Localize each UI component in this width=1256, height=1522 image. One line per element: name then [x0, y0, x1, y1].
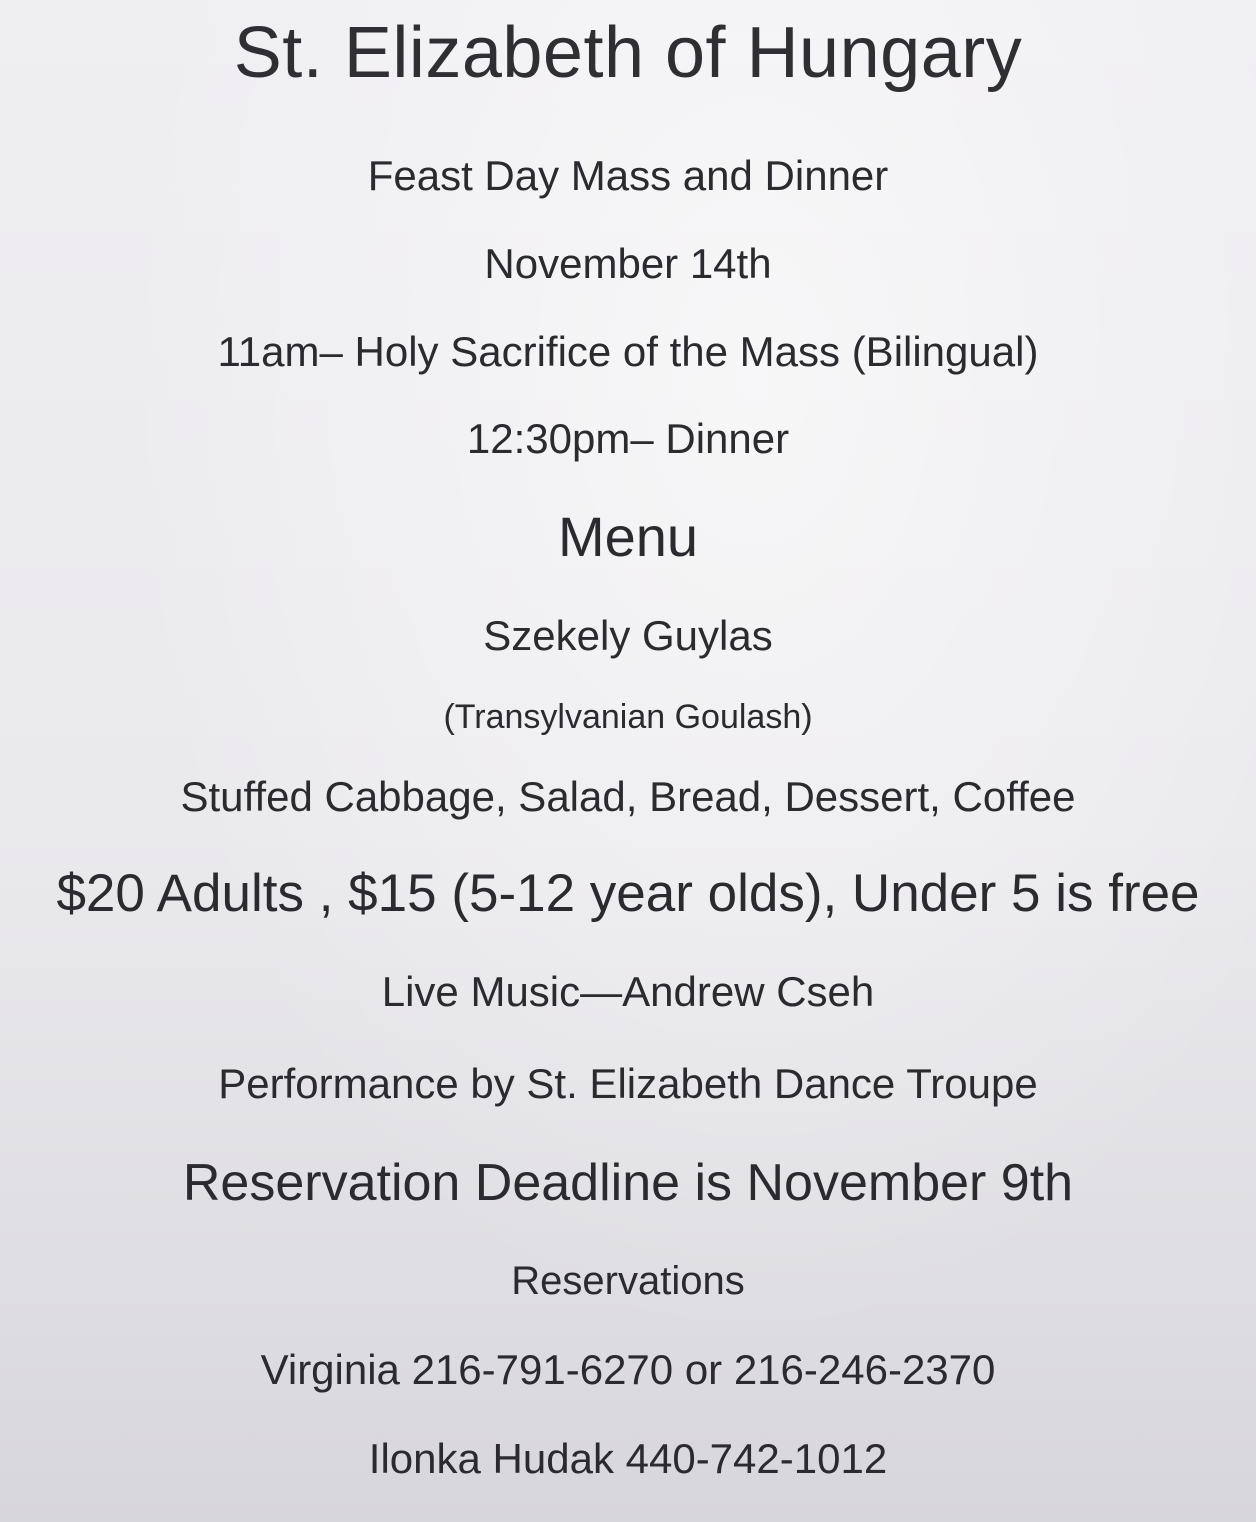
schedule-mass: 11am– Holy Sacrifice of the Mass (Bilingual)	[217, 328, 1039, 375]
event-date: November 14th	[484, 240, 772, 287]
live-music: Live Music—Andrew Cseh	[381, 968, 875, 1015]
menu-heading: Menu	[557, 505, 699, 568]
schedule-dinner: 12:30pm– Dinner	[466, 415, 790, 462]
menu-sides: Stuffed Cabbage, Salad, Bread, Dessert, Coffee	[180, 773, 1076, 820]
reservations-heading: Reservations	[511, 1259, 745, 1303]
reservation-contact: Ilonka Hudak 440-742-1012	[368, 1435, 888, 1482]
flyer-title: St. Elizabeth of Hungary	[233, 13, 1023, 93]
reservation-contact: Virginia 216-791-6270 or 216-246-2370	[260, 1346, 996, 1393]
dance-performance: Performance by St. Elizabeth Dance Troupe	[218, 1060, 1038, 1107]
pricing: $20 Adults , $15 (5-12 year olds), Under 5 is free	[56, 864, 1200, 923]
event-subtitle: Feast Day Mass and Dinner	[367, 152, 889, 199]
menu-main-dish: Szekely Guylas	[483, 612, 773, 659]
menu-main-dish-translation: (Transylvanian Goulash)	[443, 698, 813, 736]
reservation-deadline: Reservation Deadline is November 9th	[182, 1154, 1074, 1212]
